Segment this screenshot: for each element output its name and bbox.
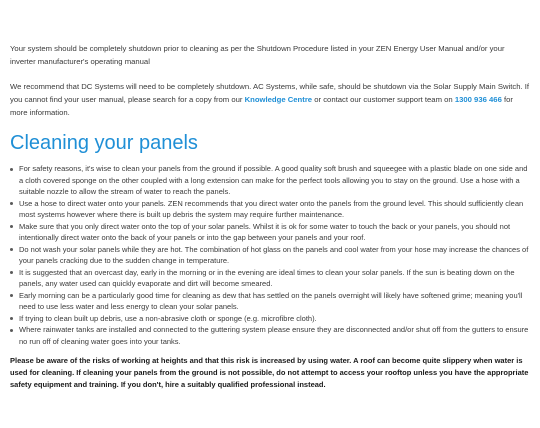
list-item xyxy=(10,244,530,267)
list-item-text: Early morning can be a particularly good time for cleaning as dew that has settled on the panels overnight will likely have softened grime; meaning you'll need to use less water and less energy to clean your solar panels. xyxy=(19,290,523,311)
list-item-text: Make sure that you only direct water onto the top of your solar panels. Whilst it is ok for some water to touch the back or your panels, you should not intentionally direct water onto the back of your panels or into the gap between your panels and your roof. xyxy=(19,221,511,242)
bullet-icon xyxy=(10,271,13,274)
bullet-icon xyxy=(10,225,13,228)
bullet-icon xyxy=(10,202,13,205)
list-item-text: Use a hose to direct water onto your panels. ZEN recommends that you direct water onto the panels from the ground level. This should sufficiently clean most systems however where there is built up debris the system may require further maintenance. xyxy=(19,198,524,219)
list-item-text: If trying to clean built up debris, use a non-abrasive cloth or sponge (e.g. microfibre cloth). xyxy=(19,313,317,323)
recommend-text-part2: or contact our customer support team on xyxy=(312,95,455,104)
recommend-text-part1: We recommend that DC Systems will need to be completely shutdown. AC Systems, while safe, should be shutdown via the Solar Supply Main Switch. If you cannot find your user manual, please search for a copy from our xyxy=(10,82,530,104)
shutdown-paragraph: Your system should be completely shutdown prior to cleaning as per the Shutdown Procedure listed in your ZEN Energy User Manual and/or your inverter manufacturer's operating manual xyxy=(10,44,505,66)
list-item-text: It is suggested that an overcast day, early in the morning or in the evening are ideal times to clean your solar panels. If the sun is beating down on the panels, any water used can quickly evaporate and dirt will become smeared. xyxy=(19,267,515,288)
list-item xyxy=(10,324,530,347)
list-item xyxy=(10,198,530,221)
bullet-icon xyxy=(10,168,13,171)
recommend-paragraph xyxy=(10,80,530,119)
recommend-text-part3: for more information. xyxy=(10,95,513,117)
list-item xyxy=(10,267,530,290)
section-heading: Cleaning your panels xyxy=(10,132,198,154)
list-item xyxy=(10,290,530,313)
bullet-icon xyxy=(10,317,13,320)
bullet-icon xyxy=(10,294,13,297)
list-item-text: Do not wash your solar panels while they are hot. The combination of hot glass on the panels and cool water from your hose may increase the chances of your panels cracking due to the sudden change in temperature. xyxy=(19,244,529,265)
list-item xyxy=(10,221,530,244)
list-item xyxy=(10,163,530,198)
list-item xyxy=(10,313,530,325)
bullet-icon xyxy=(10,329,13,332)
knowledge-centre-link[interactable]: Knowledge Centre xyxy=(244,95,313,104)
bullet-icon xyxy=(10,248,13,251)
safety-warning: Please be aware of the risks of working at heights and that this risk is increased by using water. A roof can become quite slippery when water is used for cleaning. If cleaning your panels from the ground is not possible, do not attempt to access your rooftop unless you have the appropriate safety equipment and training. If you don't, hire a suitably qualified professional instead. xyxy=(10,356,529,389)
list-item-text: Where rainwater tanks are installed and connected to the guttering system please ensure they are disconnected and/or shut off from the gutters to ensure no run off of cleaning water goes into your tanks. xyxy=(19,325,529,346)
cleaning-tips-list xyxy=(10,163,530,347)
phone-link[interactable]: 1300 936 466 xyxy=(454,95,502,104)
list-item-text: For safety reasons, it's wise to clean your panels from the ground if possible. A good quality soft brush and squeegee with a plastic blade on one side and a cloth covered sponge on the other coupled with a long extension can make for the perfect tools allowing you to stay on the ground. Use a hose with a suitable nozzle to allow the stream of water to reach the panels. xyxy=(19,164,528,196)
